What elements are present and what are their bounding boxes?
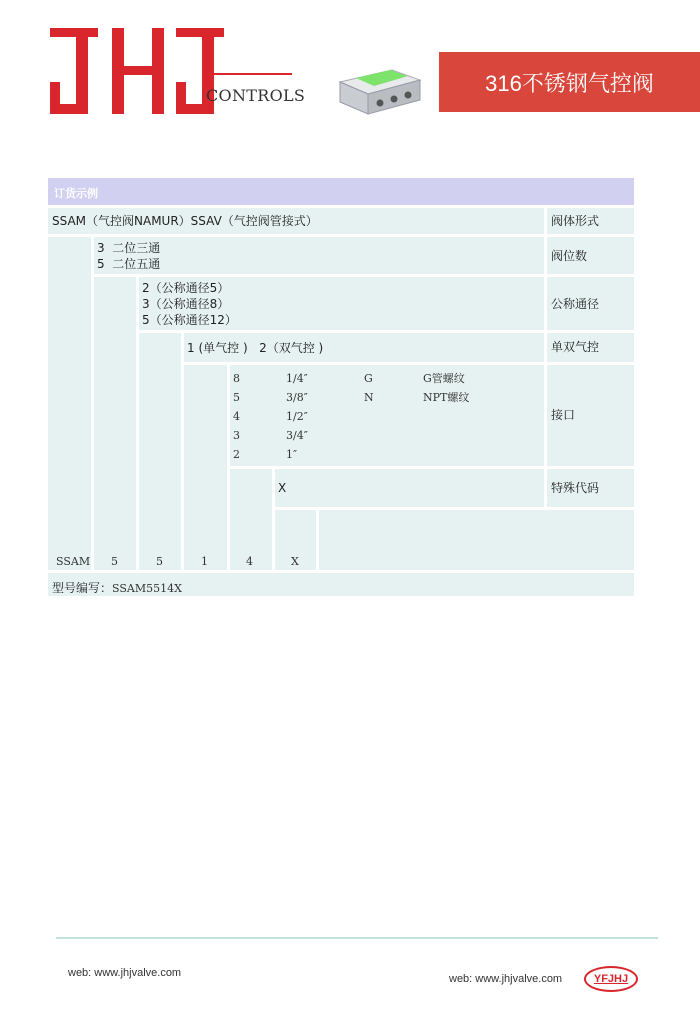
port-size: 1/4″ <box>286 372 308 385</box>
footer-web-left[interactable]: web: www.jhjvalve.com <box>68 967 182 979</box>
col-positions <box>94 277 136 570</box>
option-line: 3 二位三通 <box>97 241 161 255</box>
port-size: 1″ <box>286 448 298 461</box>
thread-name: G管螺纹 <box>423 372 465 385</box>
code-part: X <box>291 555 299 568</box>
footer-web-right[interactable]: web: www.jhjvalve.com <box>449 973 563 985</box>
col-bore <box>139 333 181 570</box>
logo-divider <box>204 73 292 75</box>
footer-brand-badge: YFJHJ <box>584 966 638 992</box>
col-ssam <box>48 237 91 570</box>
port-code: 3 <box>233 429 240 442</box>
option-line: 2（公称通径5） <box>142 281 230 295</box>
bore-label: 公称通径 <box>547 277 634 330</box>
port-code: 8 <box>233 372 240 385</box>
body-form-options: SSAM（气控阀NAMUR）SSAV（气控阀管接式） <box>48 208 544 234</box>
option-line: 5 二位五通 <box>97 257 161 271</box>
table-heading: 订货示例 <box>48 178 634 205</box>
actuation-options: 1 (单气控 ) 2（双气控 ) <box>184 333 544 362</box>
model-value: SSAM5514X <box>112 582 182 595</box>
port-code: 5 <box>233 391 240 404</box>
thread-code: N <box>364 391 374 404</box>
model-row <box>48 573 634 596</box>
bore-options <box>139 277 544 330</box>
option-line: 3（公称通径8） <box>142 297 230 311</box>
port-label: 接口 <box>547 365 634 466</box>
valve-product-image <box>334 56 424 118</box>
port-options <box>230 365 544 466</box>
special-code-options: X <box>275 469 544 507</box>
port-size: 3/8″ <box>286 391 308 404</box>
page-title: 316不锈钢气控阀 <box>439 52 700 112</box>
body-form-label: 阀体形式 <box>547 208 634 234</box>
model-label: 型号编写： <box>52 581 113 595</box>
option-line: 5（公称通径12） <box>142 313 237 327</box>
code-part: 5 <box>111 555 118 568</box>
code-part: 5 <box>156 555 163 568</box>
special-code-label: 特殊代码 <box>547 469 634 507</box>
footer-divider <box>56 937 658 939</box>
blank-cell <box>319 510 634 570</box>
code-part: 4 <box>246 555 253 568</box>
thread-name: NPT螺纹 <box>423 391 470 404</box>
port-size: 3/4″ <box>286 429 308 442</box>
code-part: 1 <box>201 555 208 568</box>
port-code: 4 <box>233 410 240 423</box>
order-example-table <box>48 178 634 598</box>
port-size: 1/2″ <box>286 410 308 423</box>
actuation-label: 单双气控 <box>547 333 634 362</box>
col-actuation <box>184 365 227 570</box>
position-options <box>94 237 544 274</box>
port-code: 2 <box>233 448 240 461</box>
code-part: SSAM <box>56 555 91 568</box>
logo-subtitle: CONTROLS <box>206 86 306 105</box>
thread-code: G <box>364 372 373 385</box>
position-label: 阀位数 <box>547 237 634 274</box>
